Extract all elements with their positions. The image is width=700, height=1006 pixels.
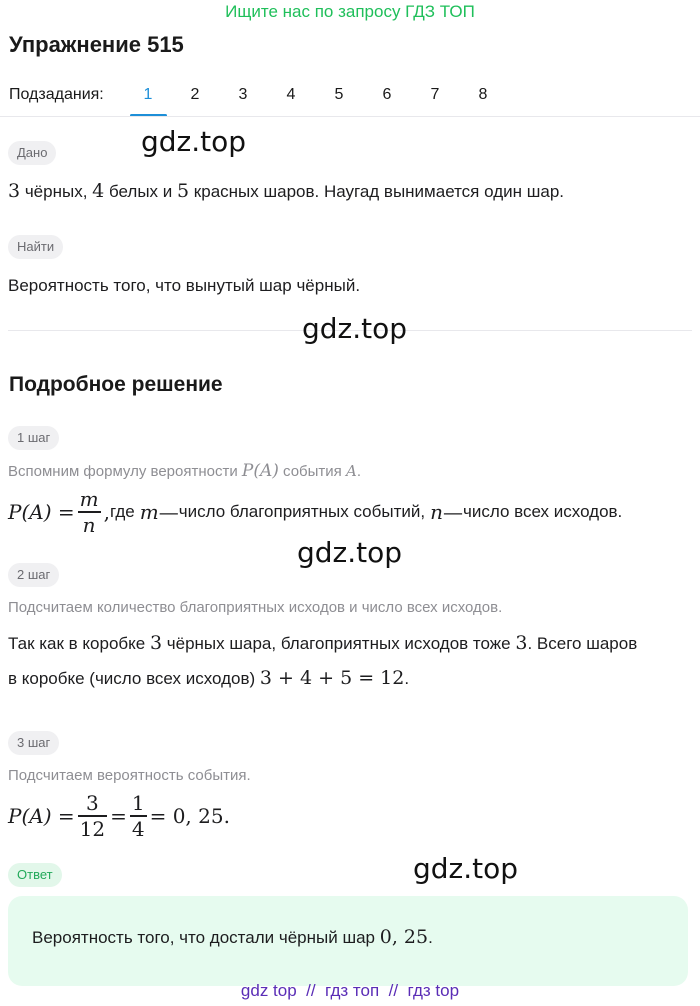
step1-text-b: число благоприятных событий,	[178, 502, 426, 521]
step3-f1-den: 12	[79, 816, 106, 841]
step1-hint-b: события	[278, 463, 346, 480]
step1-frac-den: n	[82, 512, 96, 537]
answer-value: 0, 25	[379, 926, 429, 948]
step3-fraction-2	[130, 791, 147, 841]
watermark-4: gdz.top	[413, 852, 519, 885]
search-banner[interactable]: Ищите нас по запросу ГДЗ ТОП	[225, 2, 475, 21]
step1-dash-a: —	[158, 500, 179, 524]
given-n2: 4	[92, 180, 105, 202]
step2-line2-a: в коробке (число всех исходов)	[8, 669, 260, 688]
tab-subtask-7[interactable]: 7	[430, 86, 440, 103]
footer-sep-2: //	[388, 981, 399, 1000]
tab-subtask-3[interactable]: 3	[238, 86, 248, 103]
answer-text-main: Вероятность того, что достали чёрный шар	[32, 928, 380, 947]
step2-line1	[8, 632, 637, 654]
step3-fraction-1	[78, 791, 107, 841]
step2-line1-a: Так как в коробке	[8, 634, 150, 653]
watermark-1: gdz.top	[141, 125, 247, 158]
step1-frac-num: m	[79, 487, 99, 512]
tab-subtask-5[interactable]: 5	[334, 86, 344, 103]
given-pill: Дано	[8, 141, 56, 165]
step1-hint-a: Вспомним формулу вероятности	[8, 463, 242, 480]
footer-link-2[interactable]: гдз топ	[325, 981, 380, 1000]
given-n3: 5	[176, 180, 190, 202]
find-pill: Найти	[8, 235, 63, 259]
given-n1: 3	[8, 180, 21, 202]
step1-text-c: число всех исходов.	[462, 502, 623, 521]
step1-hint	[8, 461, 361, 481]
step2-line2-math: 3 + 4 + 5 = 12	[259, 667, 405, 689]
tab-subtask-2[interactable]: 2	[190, 86, 200, 103]
page-title: Упражнение 515	[9, 32, 184, 57]
step1-formula-lhs: P(A) =	[8, 500, 75, 524]
tab-subtask-1[interactable]: 1	[143, 86, 153, 103]
watermark-3: gdz.top	[297, 536, 403, 569]
step1-pill: 1 шаг	[8, 426, 59, 450]
step1-var-m: m	[139, 500, 159, 524]
footer-sep-1: //	[306, 981, 316, 1000]
step3-hint: Подсчитаем вероятность события.	[8, 767, 251, 784]
step2-line1-n2: 3	[515, 632, 528, 654]
step2-line1-b: чёрных шара, благоприятных исходов тоже	[162, 634, 516, 653]
step1-formula	[8, 484, 622, 540]
given-t1: чёрных,	[20, 182, 93, 201]
footer-links	[0, 981, 700, 1001]
solution-title: Подробное решение	[9, 373, 223, 396]
tabs-divider	[0, 116, 700, 117]
answer-text	[32, 926, 433, 948]
given-t2: белых и	[104, 182, 177, 201]
step1-hint-math: P(A)	[241, 461, 279, 481]
subtasks-label: Подзадания:	[9, 86, 104, 103]
step2-line1-n: 3	[149, 632, 163, 654]
answer-pill: Ответ	[8, 863, 62, 887]
step3-f2-num: 1	[131, 791, 145, 816]
step2-line2	[8, 667, 409, 689]
given-t3: красных шаров. Наугад вынимается один шар.	[189, 182, 564, 201]
tab-subtask-4[interactable]: 4	[286, 86, 296, 103]
given-text	[8, 180, 564, 202]
step2-hint: Подсчитаем количество благоприятных исходов и число всех исходов.	[8, 599, 503, 616]
step3-f2-den: 4	[131, 816, 145, 841]
step3-formula	[8, 788, 230, 844]
answer-end: .	[428, 928, 433, 947]
step3-rhs: = 0, 25.	[149, 804, 230, 828]
step3-lhs: P(A) =	[8, 804, 75, 828]
watermark-2: gdz.top	[302, 312, 408, 345]
step2-line1-c: . Всего шаров	[527, 634, 638, 653]
step1-comma: ,	[103, 500, 110, 524]
step1-dash-b: —	[442, 500, 463, 524]
step3-pill: 3 шаг	[8, 731, 59, 755]
step1-text-a: где	[109, 502, 135, 521]
find-text: Вероятность того, что вынутый шар чёрный.	[8, 276, 361, 295]
step3-eq: =	[110, 804, 127, 828]
step1-hint-var: A	[345, 462, 357, 480]
tab-subtask-8[interactable]: 8	[478, 86, 488, 103]
footer-link-3[interactable]: гдз top	[407, 981, 460, 1000]
step1-fraction	[78, 487, 101, 537]
step2-pill: 2 шаг	[8, 563, 59, 587]
step1-hint-end: .	[356, 463, 361, 480]
step3-f1-num: 3	[85, 791, 99, 816]
step1-var-n: n	[430, 500, 443, 524]
step2-line2-end: .	[404, 669, 410, 688]
footer-link-1[interactable]: gdz top	[240, 981, 297, 1000]
tab-subtask-6[interactable]: 6	[382, 86, 392, 103]
